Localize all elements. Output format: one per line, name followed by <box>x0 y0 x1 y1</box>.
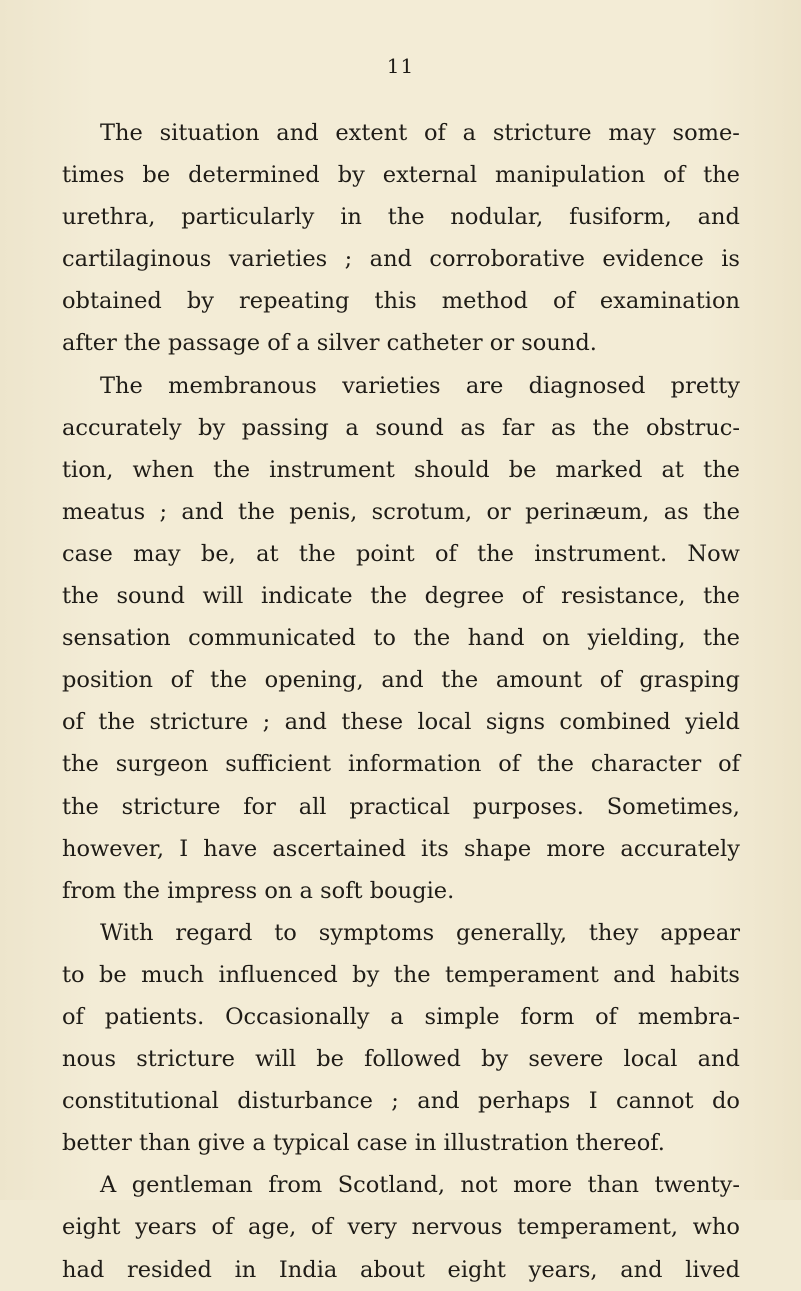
text-line: case may be, at the point of the instrument. Now <box>62 540 740 567</box>
text-line: With regard to symptoms generally, they appear <box>100 919 740 946</box>
text-line: accurately by passing a sound as far as the obstruc- <box>62 414 740 441</box>
text-line: cartilaginous varieties ; and corroborative evidence is <box>62 246 740 273</box>
text-line: however, I have ascertained its shape more accurately <box>62 835 740 862</box>
text-line: tion, when the instrument should be marked at the <box>62 456 740 483</box>
text-line: The situation and extent of a stricture may some- <box>100 120 740 146</box>
text-line: position of the opening, and the amount of grasping <box>62 667 740 694</box>
text-line: had resided in India about eight years, and lived <box>62 1256 740 1283</box>
text-line: the surgeon sufficient information of the character of <box>62 751 740 778</box>
text-line: A gentleman from Scotland, not more than twenty- <box>100 1172 740 1199</box>
text-line: The membranous varieties are diagnosed pretty <box>100 372 740 399</box>
text-line: of the stricture ; and these local signs combined yield <box>62 709 740 736</box>
text-line: eight years of age, of very nervous temperament, who <box>62 1214 740 1241</box>
text-line: constitutional disturbance ; and perhaps I cannot do <box>62 1088 740 1115</box>
text-line: after the passage of a silver catheter or sound. <box>62 330 597 357</box>
text-line: the stricture for all practical purposes. Sometimes, <box>62 793 740 820</box>
page-number: 11 <box>386 54 415 78</box>
text-line: sensation communicated to the hand on yielding, the <box>62 625 740 652</box>
body-text <box>62 112 740 1291</box>
text-line: better than give a typical case in illustration thereof. <box>62 1130 665 1157</box>
text-line: from the impress on a soft bougie. <box>62 877 455 904</box>
text-line: obtained by repeating this method of examination <box>62 288 740 315</box>
text-line: nous stricture will be followed by severe local and <box>62 1046 740 1073</box>
text-line: the sound will indicate the degree of resistance, the <box>62 583 740 610</box>
text-line: meatus ; and the penis, scrotum, or perinæum, as the <box>62 498 740 525</box>
text-line: to be much influenced by the temperament and habits <box>62 961 740 988</box>
text-line: urethra, particularly in the nodular, fusiform, and <box>62 204 740 231</box>
text-line: times be determined by external manipulation of the <box>62 162 740 189</box>
text-line: of patients. Occasionally a simple form of membra- <box>62 1003 740 1030</box>
